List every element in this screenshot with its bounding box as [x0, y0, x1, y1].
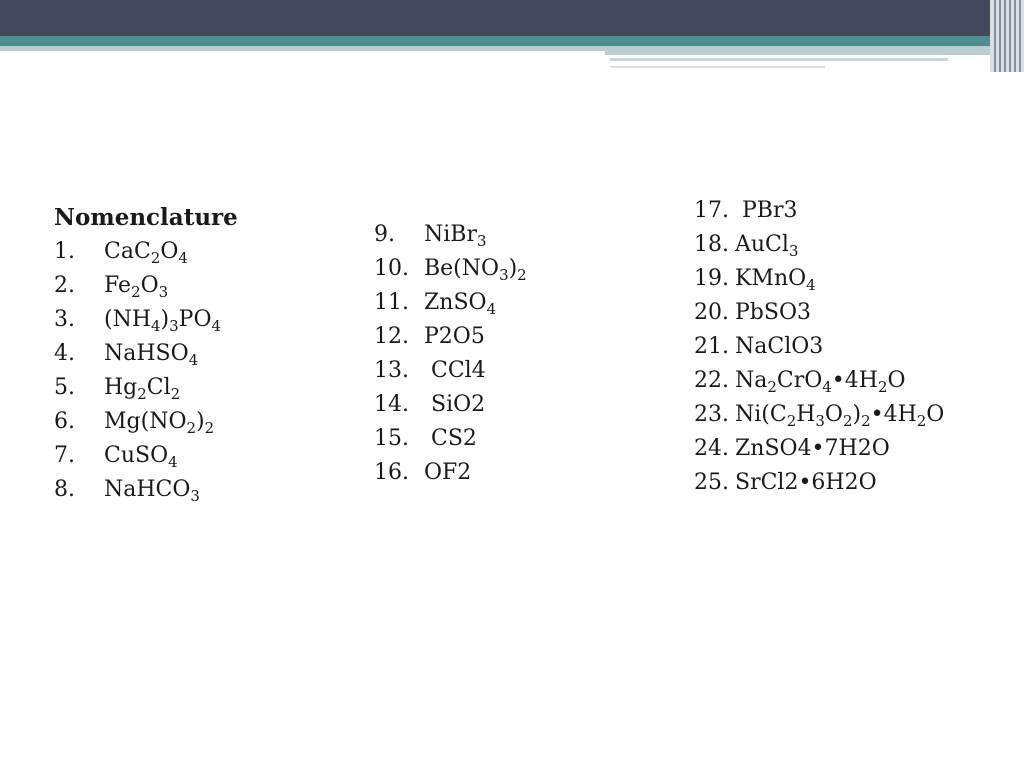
formula-text: $Ni(C_2H_3O_2)_2•4H_2O$ [735, 402, 945, 431]
formula-item [694, 262, 944, 296]
formula-item [374, 388, 527, 422]
formula-item [694, 432, 944, 466]
formula-item [374, 456, 527, 490]
item-number: 24. [694, 436, 729, 461]
item-number: 13. [374, 358, 409, 383]
formula-text: AuCl$_3$ [735, 232, 799, 261]
light-stripe-left [0, 46, 605, 51]
formula-text: ZnSO4•7H2O [735, 436, 890, 461]
formula-list-2 [374, 218, 527, 490]
formula-text: P2O5 [424, 324, 485, 349]
formula-text: SiO2 [424, 392, 486, 417]
header-band [0, 0, 1024, 36]
formula-text: ZnSO$_4$ [424, 290, 497, 319]
formula-item [374, 320, 527, 354]
formula-text: KMnO$_4$ [735, 266, 816, 295]
formula-item [694, 228, 944, 262]
formula-text: $Be(NO_3)_2$ [424, 256, 527, 285]
formula-text: OF2 [424, 460, 472, 485]
formula-text: PBr3 [735, 198, 798, 223]
formula-text: $Mg(NO_2)_2$ [104, 409, 215, 438]
item-number: 7. [54, 443, 75, 468]
formula-text: NaHSO$_4$ [104, 341, 199, 370]
formula-text: $Hg_2Cl_2$ [104, 375, 181, 404]
item-number: 4. [54, 341, 75, 366]
item-number: 22. [694, 368, 729, 393]
accent-band [0, 36, 1024, 46]
item-number: 11. [374, 290, 409, 315]
item-number: 12. [374, 324, 409, 349]
formula-item [54, 405, 238, 439]
column-2 [374, 218, 527, 490]
formula-item [54, 337, 238, 371]
formula-item [54, 473, 238, 507]
formula-text: CuSO$_4$ [104, 443, 178, 472]
column-1 [54, 201, 238, 507]
formula-text: NiBr$_3$ [424, 222, 487, 251]
formula-item [694, 398, 944, 432]
formula-text: $(NH_4)_3PO_4$ [104, 307, 222, 336]
formula-item [694, 364, 944, 398]
item-number: 5. [54, 375, 75, 400]
formula-text: NaHCO$_3$ [104, 477, 200, 506]
formula-item [694, 466, 944, 500]
decor-line [610, 58, 948, 61]
formula-text: SrCl2•6H2O [735, 470, 877, 495]
formula-text: CS2 [424, 426, 477, 451]
item-number: 18. [694, 232, 729, 257]
item-number: 17. [694, 198, 729, 223]
formula-item [694, 296, 944, 330]
light-stripe-right [605, 46, 1024, 55]
item-number: 20. [694, 300, 729, 325]
formula-item [374, 354, 527, 388]
formula-item [54, 371, 238, 405]
column-3 [694, 194, 944, 500]
decor-line [610, 66, 825, 68]
corner-stripes [990, 0, 1024, 72]
formula-item [694, 330, 944, 364]
formula-item [374, 218, 527, 252]
item-number: 1. [54, 239, 75, 264]
formula-item [374, 422, 527, 456]
formula-list-3 [694, 194, 944, 500]
formula-item [694, 194, 944, 228]
item-number: 16. [374, 460, 409, 485]
formula-item [374, 286, 527, 320]
formula-text: $Fe_2O_3$ [104, 273, 169, 302]
item-number: 21. [694, 334, 729, 359]
formula-text: CCl4 [424, 358, 486, 383]
slide-heading: Nomenclature [54, 204, 238, 231]
formula-item [54, 235, 238, 269]
formula-item [54, 303, 238, 337]
formula-text: $CaC_2O_4$ [104, 239, 188, 268]
item-number: 10. [374, 256, 409, 281]
item-number: 15. [374, 426, 409, 451]
formula-text: NaClO3 [735, 334, 824, 359]
formula-text: $Na_2CrO_4•4H_2O$ [735, 368, 906, 397]
item-number: 25. [694, 470, 729, 495]
item-number: 23. [694, 402, 729, 427]
formula-item [54, 269, 238, 303]
formula-item [54, 439, 238, 473]
item-number: 2. [54, 273, 75, 298]
item-number: 8. [54, 477, 75, 502]
formula-list-1 [54, 235, 238, 507]
item-number: 6. [54, 409, 75, 434]
item-number: 3. [54, 307, 75, 332]
item-number: 9. [374, 222, 395, 247]
formula-item [374, 252, 527, 286]
item-number: 19. [694, 266, 729, 291]
formula-text: PbSO3 [735, 300, 811, 325]
item-number: 14. [374, 392, 409, 417]
